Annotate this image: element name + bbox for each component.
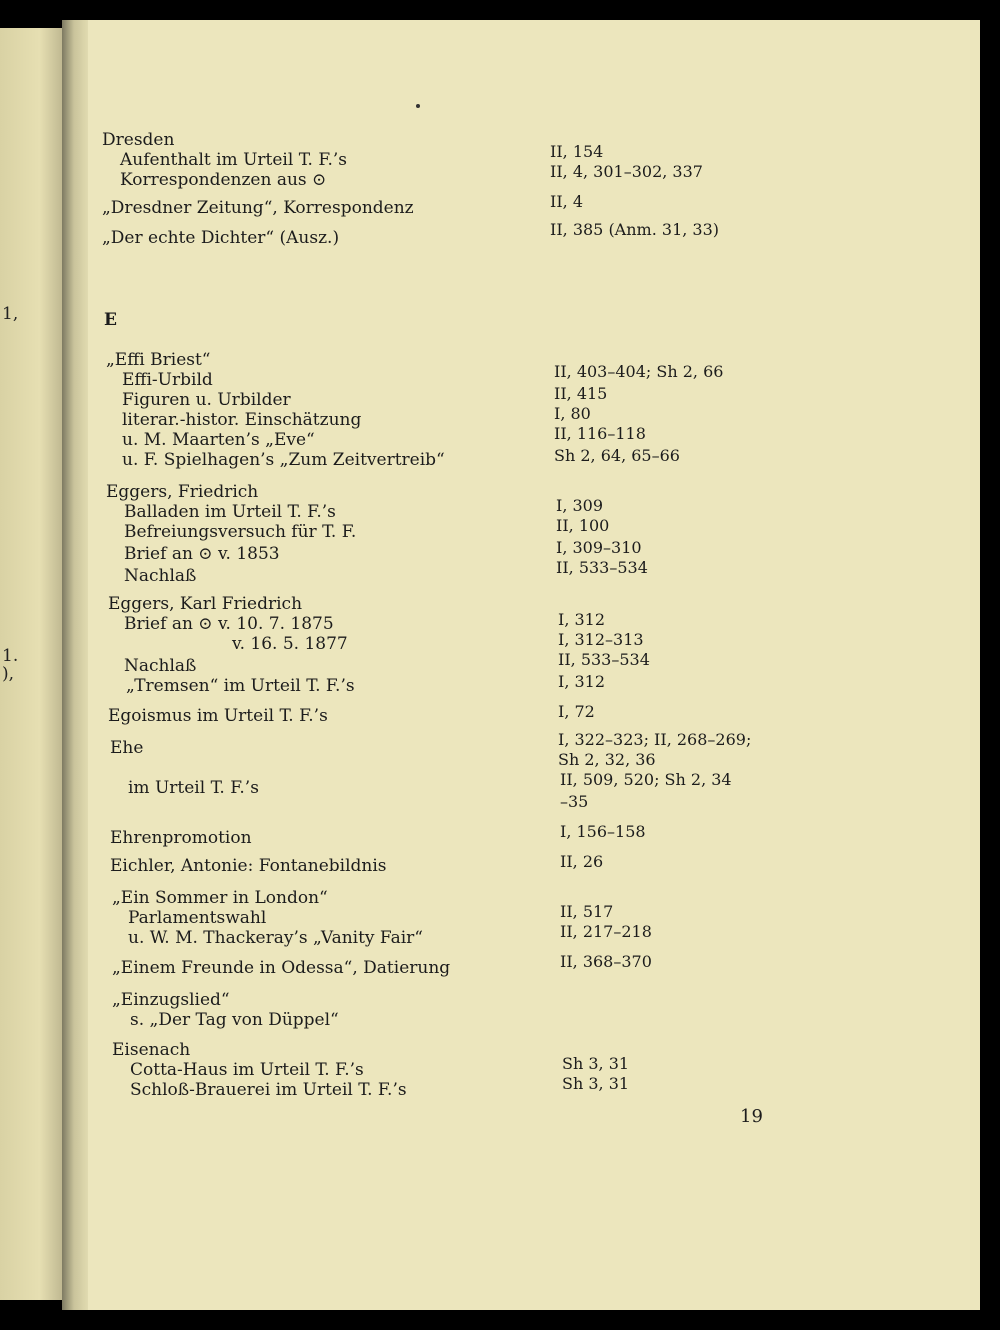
index-reference: I, 309–310 [556,538,642,557]
index-entry: Eggers, Friedrich [106,482,259,502]
index-reference: II, 116–118 [554,424,646,443]
index-reference: II, 509, 520; Sh 2, 34 [560,770,732,789]
index-entry: Ehrenpromotion [110,828,252,848]
index-subentry: Schloß-Brauerei im Urteil T. F.’s [130,1080,407,1100]
index-subentry: Brief an ⊙ v. 1853 [124,544,280,564]
index-reference: I, 80 [554,404,591,423]
index-subentry: Figuren u. Urbilder [122,390,291,410]
index-reference: II, 517 [560,902,614,921]
index-reference: II, 26 [560,852,604,871]
index-subentry: u. W. M. Thackeray’s „Vanity Fair“ [128,928,423,948]
index-page [88,20,980,1310]
index-reference: II, 217–218 [560,922,652,941]
index-entry: „Dresdner Zeitung“, Korrespondenz [102,198,414,218]
index-reference: I, 312–313 [558,630,644,649]
index-reference: II, 533–534 [558,650,650,669]
print-speck [416,104,420,108]
index-subentry: s. „Der Tag von Düppel“ [130,1010,339,1030]
index-reference: II, 4 [550,192,583,211]
left-page-fragment: ), [2,664,15,684]
index-entry: „Einem Freunde in Odessa“, Datierung [112,958,451,978]
index-reference: II, 533–534 [556,558,648,577]
page-number: 19 [740,1106,763,1127]
index-entry: „Effi Briest“ [106,350,211,370]
index-entry: „Ein Sommer in London“ [112,888,328,908]
index-reference: II, 403–404; Sh 2, 66 [554,362,724,381]
index-subentry: Cotta-Haus im Urteil T. F.’s [130,1060,364,1080]
index-subentry: Parlamentswahl [128,908,267,928]
index-entry: Eisenach [112,1040,191,1060]
index-reference: Sh 3, 31 [562,1054,630,1073]
index-subentry: Nachlaß [124,656,197,676]
index-reference: Sh 2, 64, 65–66 [554,446,680,465]
index-subentry: Aufenthalt im Urteil T. F.’s [120,150,348,170]
index-entry: Ehe [110,738,144,758]
index-reference: II, 368–370 [560,952,652,971]
index-entry: Eggers, Karl Friedrich [108,594,303,614]
index-reference: Sh 3, 31 [562,1074,630,1093]
index-reference: II, 100 [556,516,610,535]
index-subentry: Befreiungsversuch für T. F. [124,522,357,542]
index-reference: I, 72 [558,702,595,721]
index-subentry: Brief an ⊙ v. 10. 7. 1875 [124,614,334,634]
index-reference: II, 4, 301–302, 337 [550,162,703,181]
left-page-fragment: 1. [2,646,19,666]
index-entry: Egoismus im Urteil T. F.’s [108,706,328,726]
left-page-edge [0,28,66,1300]
index-reference: II, 154 [550,142,604,161]
index-entry: „Der echte Dichter“ (Ausz.) [102,228,340,248]
index-entry: Eichler, Antonie: Fontanebildnis [110,856,387,876]
index-reference: I, 309 [556,496,604,515]
index-subentry: Effi-Urbild [122,370,213,390]
index-reference: –35 [560,792,589,811]
index-subentry: u. M. Maarten’s „Eve“ [122,430,315,450]
index-reference: II, 415 [554,384,608,403]
index-reference: I, 312 [558,610,606,629]
index-subentry: Balladen im Urteil T. F.’s [124,502,336,522]
index-subentry: u. F. Spielhagen’s „Zum Zeitvertreib“ [122,450,445,470]
left-page-fragment: 1, [2,304,19,324]
index-subentry: Nachlaß [124,566,197,586]
index-entry: „Einzugslied“ [112,990,230,1010]
index-reference: I, 312 [558,672,606,691]
index-subentry: „Tremsen“ im Urteil T. F.’s [126,676,355,696]
index-subentry: Korrespondenzen aus ⊙ [120,170,327,190]
index-reference: Sh 2, 32, 36 [558,750,656,769]
index-reference: I, 156–158 [560,822,646,841]
letter-heading: E [104,310,117,330]
index-entry: Dresden [102,130,175,150]
index-reference: II, 385 (Anm. 31, 33) [550,220,720,239]
index-subentry: im Urteil T. F.’s [128,778,259,798]
index-reference: I, 322–323; II, 268–269; [558,730,752,749]
index-subentry: v. 16. 5. 1877 [232,634,348,654]
index-subentry: literar.-histor. Einschätzung [122,410,362,430]
